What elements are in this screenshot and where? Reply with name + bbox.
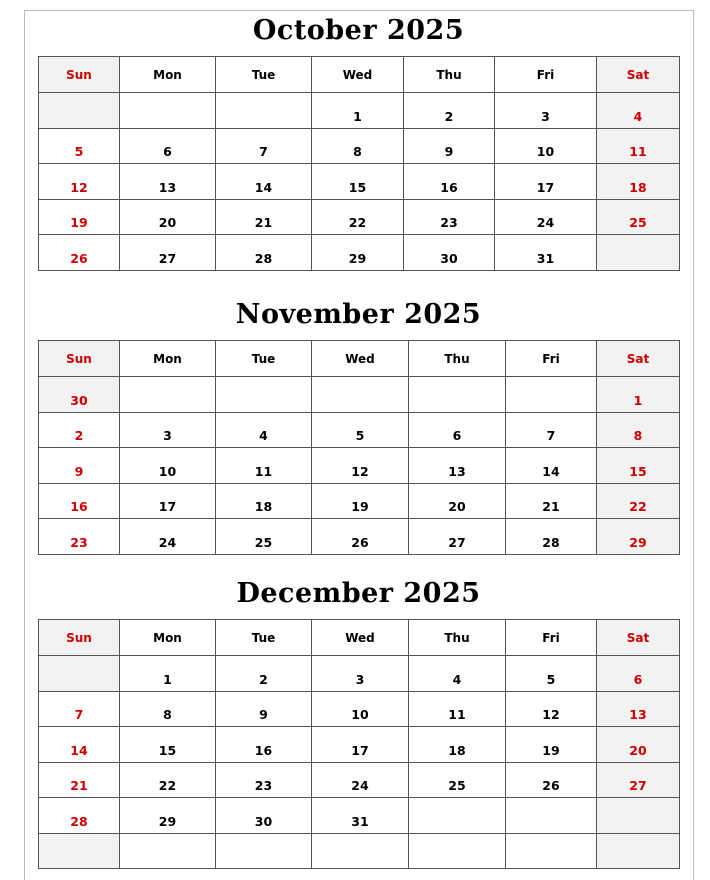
weekday-header-fri: Fri: [506, 620, 597, 656]
day-cell: 8: [120, 691, 216, 727]
day-cell: 20: [597, 727, 680, 763]
weekday-header-sat: Sat: [597, 341, 680, 377]
weekday-header-row: [39, 341, 680, 377]
day-cell: 31: [312, 798, 409, 834]
day-cell: 2: [216, 656, 312, 692]
day-cell: 25: [216, 519, 312, 555]
weekday-header-wed: Wed: [312, 57, 404, 93]
day-cell: 12: [312, 448, 409, 484]
weekday-header-fri: Fri: [495, 57, 597, 93]
day-cell: 19: [39, 199, 120, 235]
week-row: [39, 519, 680, 555]
day-cell: 22: [312, 199, 404, 235]
day-cell: 4: [216, 412, 312, 448]
day-cell: 13: [597, 691, 680, 727]
week-row: [39, 656, 680, 692]
day-cell: 4: [597, 93, 680, 129]
day-cell: [506, 377, 597, 413]
week-row: [39, 483, 680, 519]
day-cell: 10: [120, 448, 216, 484]
day-cell: [216, 833, 312, 869]
day-cell: 23: [404, 199, 495, 235]
day-cell: 28: [39, 798, 120, 834]
day-cell: 27: [597, 762, 680, 798]
day-cell: [409, 833, 506, 869]
day-cell: 6: [597, 656, 680, 692]
day-cell: [39, 93, 120, 129]
week-row: [39, 199, 680, 235]
day-cell: 1: [597, 377, 680, 413]
day-cell: 11: [597, 128, 680, 164]
day-cell: 21: [39, 762, 120, 798]
weekday-header-fri: Fri: [506, 341, 597, 377]
day-cell: 16: [404, 164, 495, 200]
week-row: [39, 93, 680, 129]
day-cell: 24: [495, 199, 597, 235]
day-cell: 26: [506, 762, 597, 798]
weekday-header-thu: Thu: [404, 57, 495, 93]
day-cell: 5: [312, 412, 409, 448]
weekday-header-thu: Thu: [409, 341, 506, 377]
day-cell: 21: [216, 199, 312, 235]
day-cell: 11: [409, 691, 506, 727]
weekday-header-mon: Mon: [120, 620, 216, 656]
day-cell: 3: [495, 93, 597, 129]
month-december: [38, 575, 679, 869]
day-cell: 4: [409, 656, 506, 692]
day-cell: [39, 656, 120, 692]
day-cell: [597, 798, 680, 834]
weekday-header-sun: Sun: [39, 341, 120, 377]
day-cell: 6: [409, 412, 506, 448]
day-cell: [506, 798, 597, 834]
day-cell: 22: [597, 483, 680, 519]
week-row: [39, 833, 680, 869]
day-cell: 2: [39, 412, 120, 448]
weekday-header-row: [39, 57, 680, 93]
week-row: [39, 798, 680, 834]
day-cell: 17: [312, 727, 409, 763]
weekday-header-wed: Wed: [312, 620, 409, 656]
day-cell: 31: [495, 235, 597, 271]
day-cell: [39, 833, 120, 869]
day-cell: [597, 833, 680, 869]
day-cell: 27: [409, 519, 506, 555]
day-cell: 13: [409, 448, 506, 484]
day-cell: 16: [39, 483, 120, 519]
day-cell: 18: [409, 727, 506, 763]
week-row: [39, 412, 680, 448]
day-cell: 18: [597, 164, 680, 200]
day-cell: [120, 93, 216, 129]
week-row: [39, 727, 680, 763]
calendar-grid: [38, 340, 680, 555]
day-cell: 18: [216, 483, 312, 519]
day-cell: 1: [120, 656, 216, 692]
day-cell: 28: [216, 235, 312, 271]
day-cell: 11: [216, 448, 312, 484]
calendar-grid: [38, 56, 680, 271]
weekday-header-mon: Mon: [120, 341, 216, 377]
calendar-grid: [38, 619, 680, 869]
weekday-header-sat: Sat: [597, 57, 680, 93]
day-cell: [216, 377, 312, 413]
day-cell: 20: [120, 199, 216, 235]
day-cell: 27: [120, 235, 216, 271]
day-cell: [120, 833, 216, 869]
month-title: October 2025: [252, 15, 465, 46]
day-cell: 15: [312, 164, 404, 200]
day-cell: 17: [495, 164, 597, 200]
day-cell: 15: [597, 448, 680, 484]
day-cell: 3: [312, 656, 409, 692]
day-cell: 25: [597, 199, 680, 235]
day-cell: [597, 235, 680, 271]
day-cell: 9: [216, 691, 312, 727]
day-cell: 9: [404, 128, 495, 164]
weekday-header-sun: Sun: [39, 620, 120, 656]
day-cell: 16: [216, 727, 312, 763]
weekday-header-mon: Mon: [120, 57, 216, 93]
month-november: [38, 296, 679, 555]
day-cell: 14: [39, 727, 120, 763]
day-cell: 25: [409, 762, 506, 798]
day-cell: 26: [312, 519, 409, 555]
day-cell: 14: [506, 448, 597, 484]
day-cell: 1: [312, 93, 404, 129]
day-cell: 8: [312, 128, 404, 164]
day-cell: 29: [120, 798, 216, 834]
day-cell: 5: [506, 656, 597, 692]
day-cell: 28: [506, 519, 597, 555]
day-cell: 7: [39, 691, 120, 727]
month-title: November 2025: [235, 299, 482, 330]
month-october: [38, 12, 679, 271]
weekday-header-sun: Sun: [39, 57, 120, 93]
day-cell: [409, 377, 506, 413]
day-cell: 5: [39, 128, 120, 164]
day-cell: 13: [120, 164, 216, 200]
day-cell: 19: [312, 483, 409, 519]
week-row: [39, 164, 680, 200]
week-row: [39, 448, 680, 484]
month-title: December 2025: [236, 578, 481, 609]
day-cell: 14: [216, 164, 312, 200]
day-cell: 6: [120, 128, 216, 164]
day-cell: 24: [120, 519, 216, 555]
day-cell: 21: [506, 483, 597, 519]
week-row: [39, 377, 680, 413]
week-row: [39, 128, 680, 164]
weekday-header-wed: Wed: [312, 341, 409, 377]
day-cell: [409, 798, 506, 834]
day-cell: 30: [39, 377, 120, 413]
day-cell: 30: [216, 798, 312, 834]
day-cell: 10: [312, 691, 409, 727]
day-cell: 8: [597, 412, 680, 448]
weekday-header-tue: Tue: [216, 620, 312, 656]
day-cell: 29: [597, 519, 680, 555]
day-cell: 29: [312, 235, 404, 271]
day-cell: 23: [216, 762, 312, 798]
week-row: [39, 691, 680, 727]
day-cell: [506, 833, 597, 869]
day-cell: [312, 377, 409, 413]
day-cell: 17: [120, 483, 216, 519]
day-cell: [216, 93, 312, 129]
weekday-header-sat: Sat: [597, 620, 680, 656]
day-cell: 20: [409, 483, 506, 519]
day-cell: 3: [120, 412, 216, 448]
day-cell: [120, 377, 216, 413]
day-cell: 30: [404, 235, 495, 271]
day-cell: 26: [39, 235, 120, 271]
day-cell: 2: [404, 93, 495, 129]
day-cell: 9: [39, 448, 120, 484]
day-cell: 7: [506, 412, 597, 448]
day-cell: [312, 833, 409, 869]
day-cell: 22: [120, 762, 216, 798]
week-row: [39, 235, 680, 271]
weekday-header-tue: Tue: [216, 341, 312, 377]
day-cell: 12: [39, 164, 120, 200]
day-cell: 10: [495, 128, 597, 164]
weekday-header-thu: Thu: [409, 620, 506, 656]
weekday-header-row: [39, 620, 680, 656]
day-cell: 12: [506, 691, 597, 727]
day-cell: 23: [39, 519, 120, 555]
day-cell: 19: [506, 727, 597, 763]
day-cell: 15: [120, 727, 216, 763]
day-cell: 7: [216, 128, 312, 164]
week-row: [39, 762, 680, 798]
weekday-header-tue: Tue: [216, 57, 312, 93]
day-cell: 24: [312, 762, 409, 798]
